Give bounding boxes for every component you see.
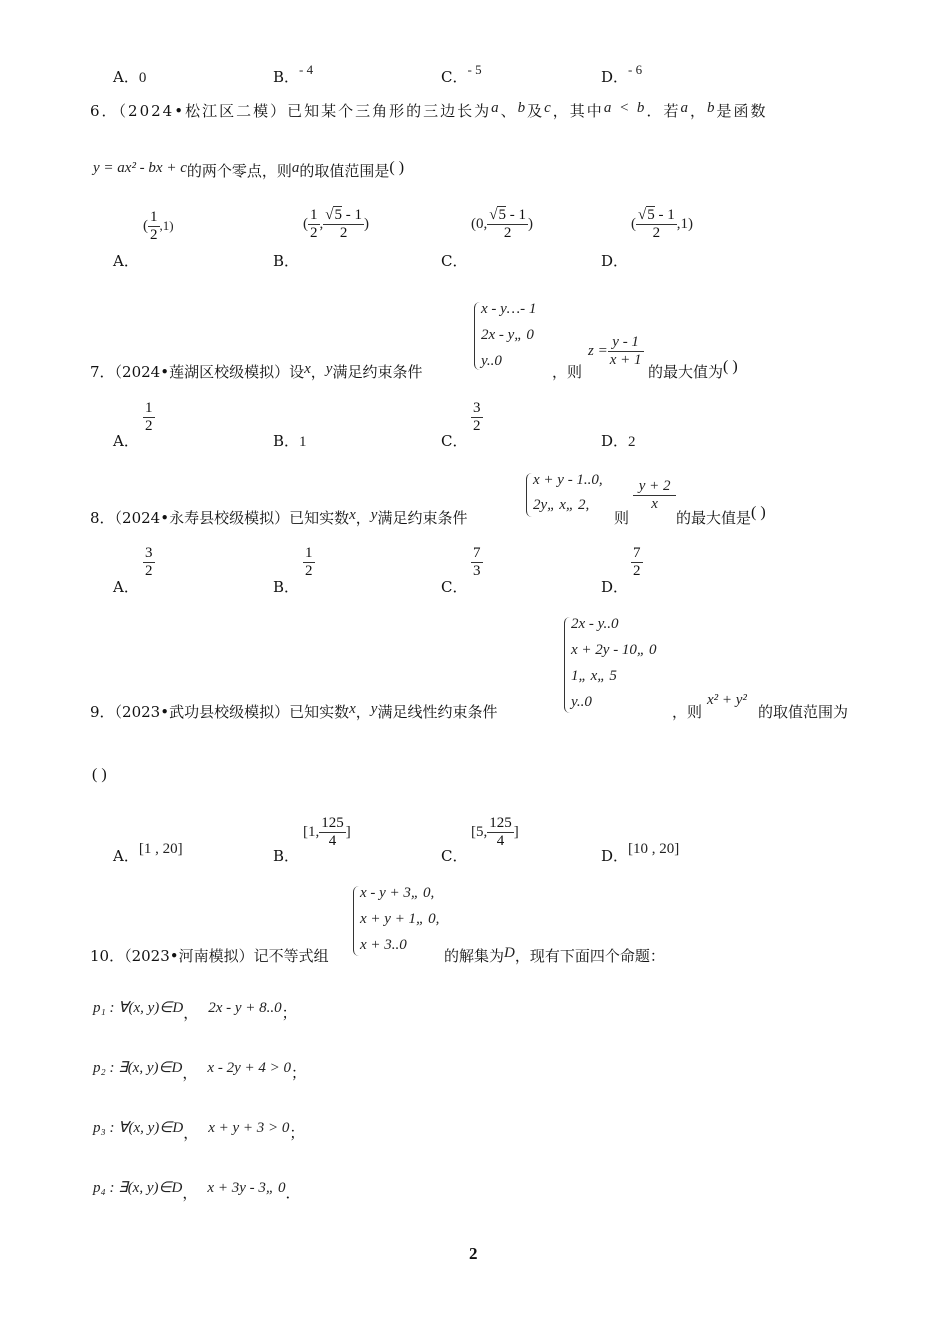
q6-option-c-math: (0, $\frac{√5 - 1}{2}$ ) — [471, 207, 533, 241]
q8-stem-end: 的最大值是( ) — [676, 504, 766, 527]
q6-option-b-letter: B． — [273, 252, 300, 270]
q6-stem-line2: y = ax² - bx + c的两个零点，则a的取值范围是( ) — [93, 159, 405, 180]
q9-system-brace — [564, 617, 571, 713]
q7-option-c-letter: C． — [441, 432, 468, 450]
q9-system-line1: 2x - y..0 — [571, 616, 619, 632]
q7-stem-then: ，则 — [552, 363, 583, 381]
q7-option-a-letter: A． — [113, 432, 139, 450]
q9-system-line4: y..0 — [571, 694, 592, 710]
q10-system-line3: x + 3..0 — [360, 937, 407, 953]
q8-system-line2: 2y„ x„ 2, — [533, 497, 590, 513]
q8-option-a-letter: A． — [113, 578, 139, 596]
q8-option-d-math: $\frac{7}{2}$ — [633, 545, 641, 579]
q9-option-b-math: [1, $\frac{125}{4}$ ] — [303, 815, 351, 849]
q10-proposition-p1: p₁ : ∀(x, y)∈D， 2x - y + 8..0； — [93, 1000, 297, 1022]
q6-stem-line1: 6．（2024•松江区二模）已知某个三角形的三边长为a、b及c，其中a < b．若a，b是函数 — [90, 100, 768, 120]
q9-system-line3: 1„ x„ 5 — [571, 668, 617, 684]
q5-option-d: D．- 6 — [601, 62, 643, 86]
q8-option-c-math: $\frac{7}{3}$ — [473, 545, 481, 579]
q10-stem: 10．（2023•河南模拟）记不等式组 — [90, 947, 329, 965]
q9-expression: x² + y² — [707, 692, 747, 708]
q6-option-d-letter: D． — [601, 252, 629, 270]
q8-system-brace — [526, 473, 533, 517]
q6-option-a-math: ( $\frac{1}{2}$ ,1) — [143, 209, 174, 243]
q9-option-c-letter: C． — [441, 847, 468, 865]
q9-option-d: D．[10 , 20] — [601, 841, 680, 865]
q7-stem: 7．（2024•莲湖区校级模拟）设x，y满足约束条件 — [90, 361, 423, 381]
q8-expression: $\frac{y + 2}{x}$ — [635, 478, 675, 512]
q10-system-line1: x - y + 3„ 0, — [360, 885, 435, 901]
q9-option-c-math: [5, $\frac{125}{4}$ ] — [471, 815, 519, 849]
q10-proposition-p4: p₄ : ∃(x, y)∈D， x + 3y - 3„ 0． — [93, 1180, 301, 1202]
q7-expression: z = $\frac{y - 1}{x + 1}$ — [588, 334, 642, 368]
q6-option-d-math: ( $\frac{√5 - 1}{2}$ ,1) — [631, 207, 693, 241]
q7-option-a-math: $\frac{1}{2}$ — [145, 400, 153, 434]
q8-option-c-letter: C． — [441, 578, 468, 596]
q7-option-d: D．2 — [601, 432, 636, 450]
q5-option-c: C．- 5 — [441, 62, 482, 86]
q10-proposition-p2: p₂ : ∃(x, y)∈D， x - 2y + 4 > 0； — [93, 1060, 306, 1082]
q8-option-b-math: $\frac{1}{2}$ — [305, 545, 313, 579]
q8-option-d-letter: D． — [601, 578, 629, 596]
q6-option-a-letter: A． — [113, 252, 139, 270]
q10-system-line2: x + y + 1„ 0, — [360, 911, 440, 927]
q8-stem-then: 则 — [614, 509, 630, 527]
q8-option-b-letter: B． — [273, 578, 300, 596]
q6-option-c-letter: C． — [441, 252, 468, 270]
q8-stem: 8．（2024•永寿县校级模拟）已知实数x，y满足约束条件 — [90, 507, 468, 527]
q8-option-a-math: $\frac{3}{2}$ — [145, 545, 153, 579]
q10-system-brace — [353, 886, 360, 956]
q7-system-line2: 2x - y„ 0 — [481, 327, 534, 343]
q7-system-line3: y..0 — [481, 353, 502, 369]
q6-option-b-math: ( $\frac{1}{2}$ , $\frac{√5 - 1}{2}$ ) — [303, 207, 369, 241]
q9-option-b-letter: B． — [273, 847, 300, 865]
q7-system-brace — [474, 302, 481, 370]
q7-system-line1: x - y…- 1 — [481, 301, 537, 317]
q7-option-c-math: $\frac{3}{2}$ — [473, 400, 481, 434]
q9-stem: 9．（2023•武功县校级模拟）已知实数x，y满足线性约束条件 — [90, 701, 498, 721]
page-number: 2 — [469, 1244, 478, 1263]
q8-system-line1: x + y - 1..0, — [533, 472, 603, 488]
q10-stem-end: 的解集为D，现有下面四个命题： — [444, 945, 665, 965]
q10-proposition-p3: p₃ : ∀(x, y)∈D， x + y + 3 > 0； — [93, 1120, 305, 1142]
q5-option-b: B．- 4 — [273, 62, 314, 86]
q9-option-a: A．[1 , 20] — [113, 841, 183, 865]
q9-stem-end: 的取值范围为 — [758, 703, 849, 721]
q7-stem-end: 的最大值为( ) — [648, 358, 738, 381]
q5-option-a: A．0 — [113, 68, 147, 86]
q9-system-line2: x + 2y - 10„ 0 — [571, 642, 657, 658]
q7-option-b: B．1 — [273, 432, 307, 450]
q9-answer-paren: ( ) — [92, 766, 107, 783]
q9-stem-then: ，则 — [672, 703, 703, 721]
